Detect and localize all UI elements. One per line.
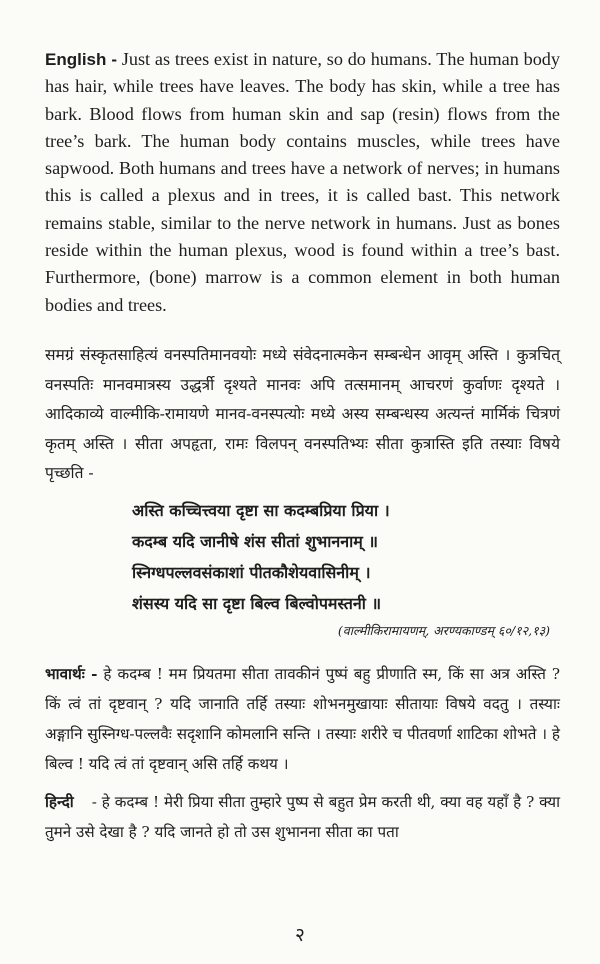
verse-citation: (वाल्मीकिरामायणम्, अरण्यकाण्डम् ६०/१२,१३) [337, 622, 550, 638]
bhavartha-label: भावार्थः - [45, 664, 98, 683]
verse-line: अस्ति कच्चित्त्वया दृष्टा सा कदम्बप्रिया प्रिया । [132, 500, 390, 520]
verse-line: शंसस्य यदि सा दृष्टा बिल्व बिल्वोपमस्तनी ॥ [132, 593, 382, 613]
verse-line: स्निग्धपल्लवसंकाशां पीतकौशेयवासिनीम् । [132, 562, 371, 582]
document-page [45, 46, 560, 847]
bhavartha-text: हे कदम्ब ! मम प्रियतमा सीता तावकीनं पुष्पं बहु प्रीणाति स्म, किं सा अत्र अस्ति ? किं त्वं तां दृष्टवान् ? यदि जानाति तर्हि तस्याः शोभनमुखायाः सीतायाः विषये वदतु । तस्याः अङ्गानि सुस्निग्ध-पल्लवैः सदृशानि कोमलानि सन्ति । तस्याः शरीरे च पीतवर्णा शाटिका शोभते । हे बिल्व ! यदि त्वं तां दृष्टवान् असि तर्हि कथय । [45, 664, 560, 773]
verse-line: कदम्ब यदि जानीषे शंस सीतां शुभाननाम् ॥ [132, 531, 378, 551]
hindi-label: हिन्दी [45, 792, 74, 811]
english-text: Just as trees exist in nature, so do humans. The human body has hair, while trees have leaves. The body has skin, while a tree has bark. Blood flows from human skin and sap (resin) flows from the tree’s bark. The human body contains muscles, while trees have sapwood. Both humans and trees have a network of nerves; in humans this is called a plexus and in trees, it is called bast. This network remains stable, similar to the nerve network in humans. Just as bones reside within the human plexus, wood is found within a tree’s bast. Furthermore, (bone) marrow is a common element in both human bodies and trees. [45, 49, 560, 315]
page-number: २ [295, 924, 305, 946]
hindi-text: हे कदम्ब ! मेरी प्रिया सीता तुम्हारे पुष्प से बहुत प्रेम करती थी, क्या वह यहाँ है ? क्या तुमने उसे देखा है ? यदि जानते हो तो उस शुभानना सीता का पता [45, 792, 560, 841]
bhavartha-paragraph [45, 659, 560, 779]
hindi-paragraph [45, 787, 560, 847]
verse-block [45, 495, 560, 619]
hindi-dash: - [91, 792, 97, 811]
english-paragraph [45, 46, 560, 319]
english-label: English - [45, 50, 118, 69]
sanskrit-paragraph: समग्रं संस्कृतसाहित्यं वनस्पतिमानवयोः मध्ये संवेदनात्मकेन सम्बन्धेन आवृम् अस्ति । कुत्रचित् वनस्पतिः मानवमात्रस्य उद्धर्त्री दृश्यते मानवः अपि तत्समानम् आचरणं कुर्वाणः दृश्यते । आदिकाव्ये वाल्मीकि-रामायणे मानव-वनस्पत्योः मध्ये अस्य सम्बन्धस्य अत्यन्तं मार्मिकं चित्रणं कृतम् अस्ति । सीता अपहृता, रामः विलपन् वनस्पतिभ्यः सीता कुत्रास्ति इति तस्याः विषये पृच्छति - [45, 345, 560, 483]
